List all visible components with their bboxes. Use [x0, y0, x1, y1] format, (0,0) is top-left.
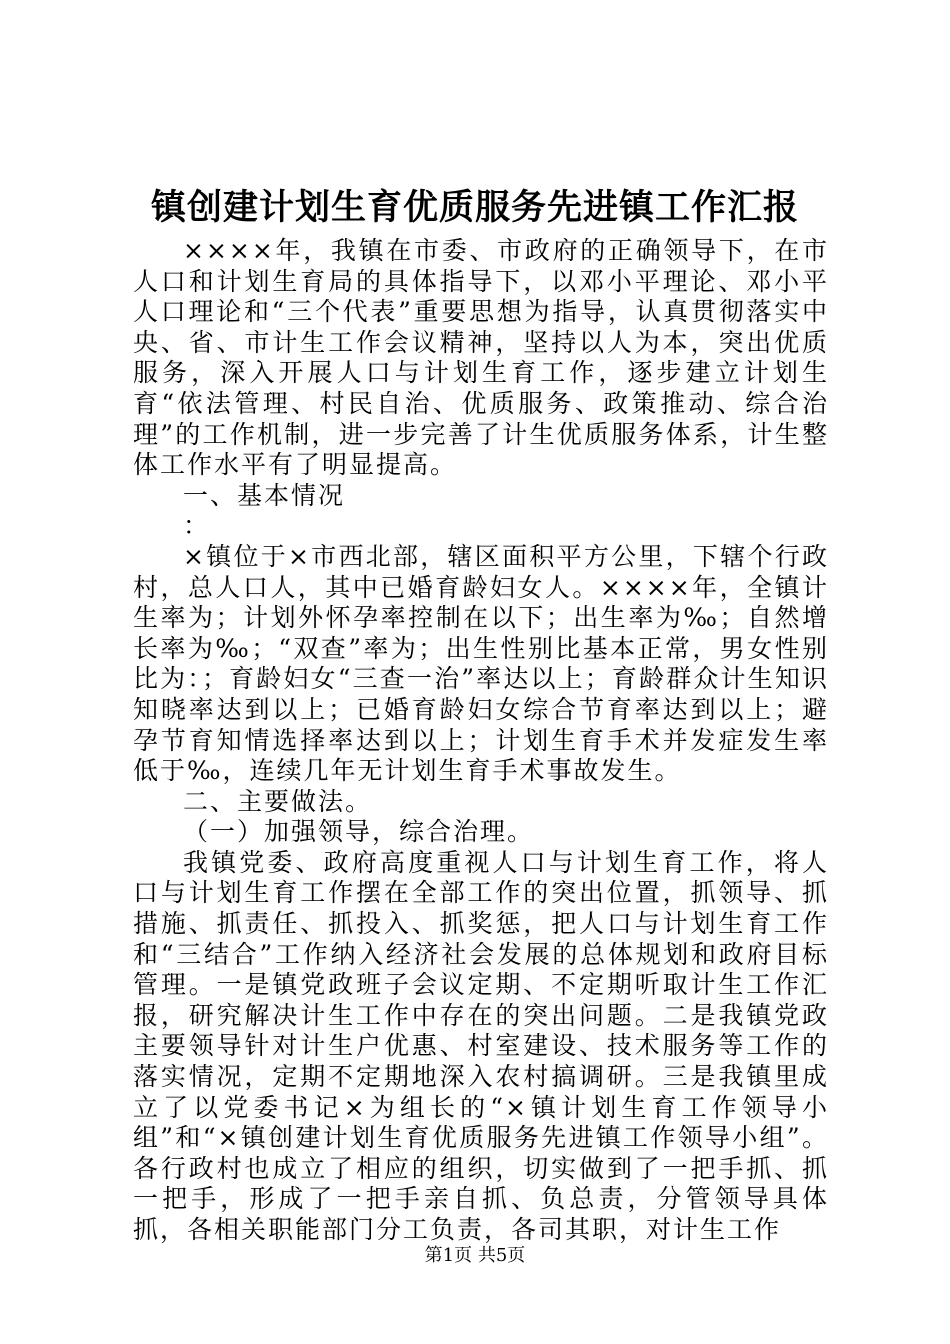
page-footer: 第1页 共5页 [424, 1245, 526, 1266]
document-title: 镇创建计划生育优质服务先进镇工作汇报 [150, 187, 799, 228]
section-heading-main-practices: 二、主要做法。 [183, 786, 373, 816]
document-body [133, 236, 829, 1246]
paragraph-basic-situation: ×镇位于×市西北部，辖区面积平方公里，下辖个行政村，总人口人，其中已婚育龄妇女人。××××年，全镇计生率为；计划外怀孕率控制在以下；出生率为‰；自然增长率为‰；“双查”率为；出生性别比基本正常，男女性别比为：；育龄妇女“三查一治”率达以上；育龄群众计生知识知晓率达到以上；已婚育龄妇女综合节育率达到以上；避孕节育知情选择率达到以上；计划生育手术并发症发生率低于‰，连续几年无计划生育手术事故发生。 [133, 541, 829, 786]
paragraph-leadership: 我镇党委、政府高度重视人口与计划生育工作，将人口与计划生育工作摆在全部工作的突出位置，抓领导、抓措施、抓责任、抓投入、抓奖惩，把人口与计划生育工作和“三结合”工作纳入经济社会发展的总体规划和政府目标管理。一是镇党政班子会议定期、不定期听取计生工作汇报，研究解决计生工作中存在的突出问题。二是我镇党政主要领导针对计生户优惠、村室建设、技术服务等工作的落实情况，定期不定期地深入农村搞调研。三是我镇里成立了以党委书记×为组长的“×镇计划生育工作领导小组”和“×镇创建计划生育优质服务先进镇工作领导小组”。各行政村也成立了相应的组织，切实做到了一把手抓、抓一把手，形成了一把手亲自抓、负总责，分管领导具体抓，各相关职能部门分工负责，各司其职，对计生工作 [133, 847, 829, 1244]
subsection-heading-leadership: （一）加强领导，综合治理。 [183, 817, 535, 847]
paragraph-intro: ××××年，我镇在市委、市政府的正确领导下，在市人口和计划生育局的具体指导下，以邓小平理论、邓小平人口理论和“三个代表”重要思想为指导，认真贯彻落实中央、省、市计生工作会议精神，坚持以人为本，突出优质服务，深入开展人口与计划生育工作，逐步建立计划生育“依法管理、村民自治、优质服务、政策推动、综合治理”的工作机制，进一步完善了计生优质服务体系，计生整体工作水平有了明显提高。 [133, 236, 829, 480]
paragraph-colon: ： [183, 511, 211, 541]
section-heading-basic-situation: 一、基本情况 [183, 480, 346, 510]
